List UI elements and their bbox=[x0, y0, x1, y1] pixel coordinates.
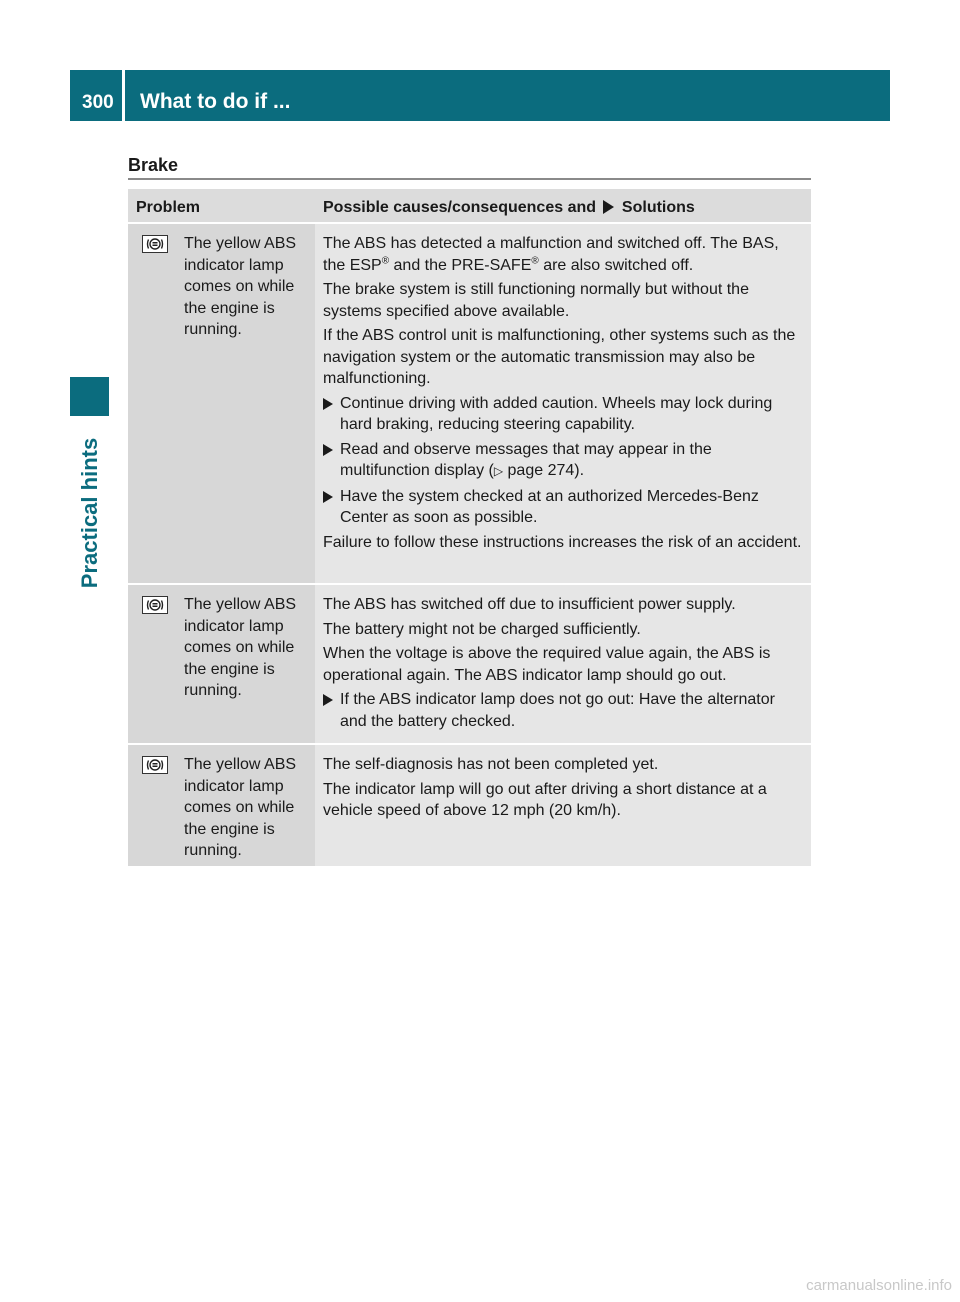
abs-lamp-icon bbox=[142, 235, 168, 253]
solution-step: If the ABS indicator lamp does not go out: Have the alternator and the battery checked. bbox=[323, 689, 805, 732]
page-number-box bbox=[70, 70, 125, 121]
problem-cell bbox=[128, 224, 315, 583]
warning-text: Failure to follow these instructions increases the risk of an accident. bbox=[323, 533, 802, 551]
header-solutions: Possible causes/consequences and Solutions bbox=[323, 199, 695, 216]
problem-text: The yellow ABS indicator lamp comes on while the engine is running. bbox=[184, 235, 297, 338]
abs-lamp-icon bbox=[142, 596, 168, 614]
problem-text: The yellow ABS indicator lamp comes on while the engine is running. bbox=[184, 596, 297, 699]
page-ref-icon: ▷ bbox=[493, 464, 504, 478]
side-tab bbox=[70, 428, 109, 598]
arrow-icon bbox=[323, 694, 333, 706]
cause-text: The indicator lamp will go out after driving a short distance at a vehicle speed of above 12 mph (20 km/h). bbox=[323, 780, 767, 819]
brake-table bbox=[128, 189, 811, 866]
solution-step: Read and observe messages that may appear in the multifunction display (▷ page 274). bbox=[323, 439, 805, 483]
arrow-icon bbox=[603, 200, 614, 214]
problem-text: The yellow ABS indicator lamp comes on while the engine is running. bbox=[184, 756, 297, 859]
section-divider bbox=[128, 178, 811, 180]
arrow-icon bbox=[323, 398, 333, 410]
cause-text: The battery might not be charged sufficiently. bbox=[323, 620, 641, 638]
cause-text: The brake system is still functioning normally but without the systems specified above available. bbox=[323, 281, 749, 320]
abs-lamp-icon bbox=[142, 756, 168, 774]
side-tab-label: Practical hints bbox=[76, 437, 102, 589]
page-number: 300 bbox=[82, 92, 114, 113]
watermark-link[interactable]: carmanualsonline.info bbox=[806, 1277, 952, 1294]
cause-text: The ABS has detected a malfunction and switched off. The BAS, the ESP® and the PRE-SAFE® are also switched off. bbox=[323, 235, 779, 274]
header-problem: Problem bbox=[136, 199, 201, 216]
table-row bbox=[128, 745, 811, 866]
solution-step: Have the system checked at an authorized Mercedes-Benz Center as soon as possible. bbox=[323, 486, 805, 529]
side-marker bbox=[70, 377, 109, 416]
section-heading: Brake bbox=[128, 155, 179, 175]
cause-text: When the voltage is above the required value again, the ABS is operational again. The ABS indicator lamp should go out. bbox=[323, 645, 771, 684]
page-header bbox=[70, 70, 890, 121]
cause-text: The self-diagnosis has not been completed yet. bbox=[323, 756, 659, 773]
problem-cell bbox=[128, 745, 315, 866]
cause-text: The ABS has switched off due to insufficient power supply. bbox=[323, 596, 736, 613]
solution-cell bbox=[315, 224, 811, 583]
table-row bbox=[128, 585, 811, 745]
cause-text: If the ABS control unit is malfunctioning, other systems such as the navigation system or the automatic transmission may also be malfunctioning. bbox=[323, 327, 796, 387]
arrow-icon bbox=[323, 444, 333, 456]
table-row bbox=[128, 224, 811, 585]
arrow-icon bbox=[323, 491, 333, 503]
solution-cell bbox=[315, 585, 811, 743]
chapter-title: What to do if ... bbox=[140, 90, 291, 113]
solution-cell bbox=[315, 745, 811, 866]
table-header bbox=[128, 189, 811, 224]
solution-step: Continue driving with added caution. Wheels may lock during hard braking, reducing steering capability. bbox=[323, 393, 805, 436]
problem-cell bbox=[128, 585, 315, 743]
